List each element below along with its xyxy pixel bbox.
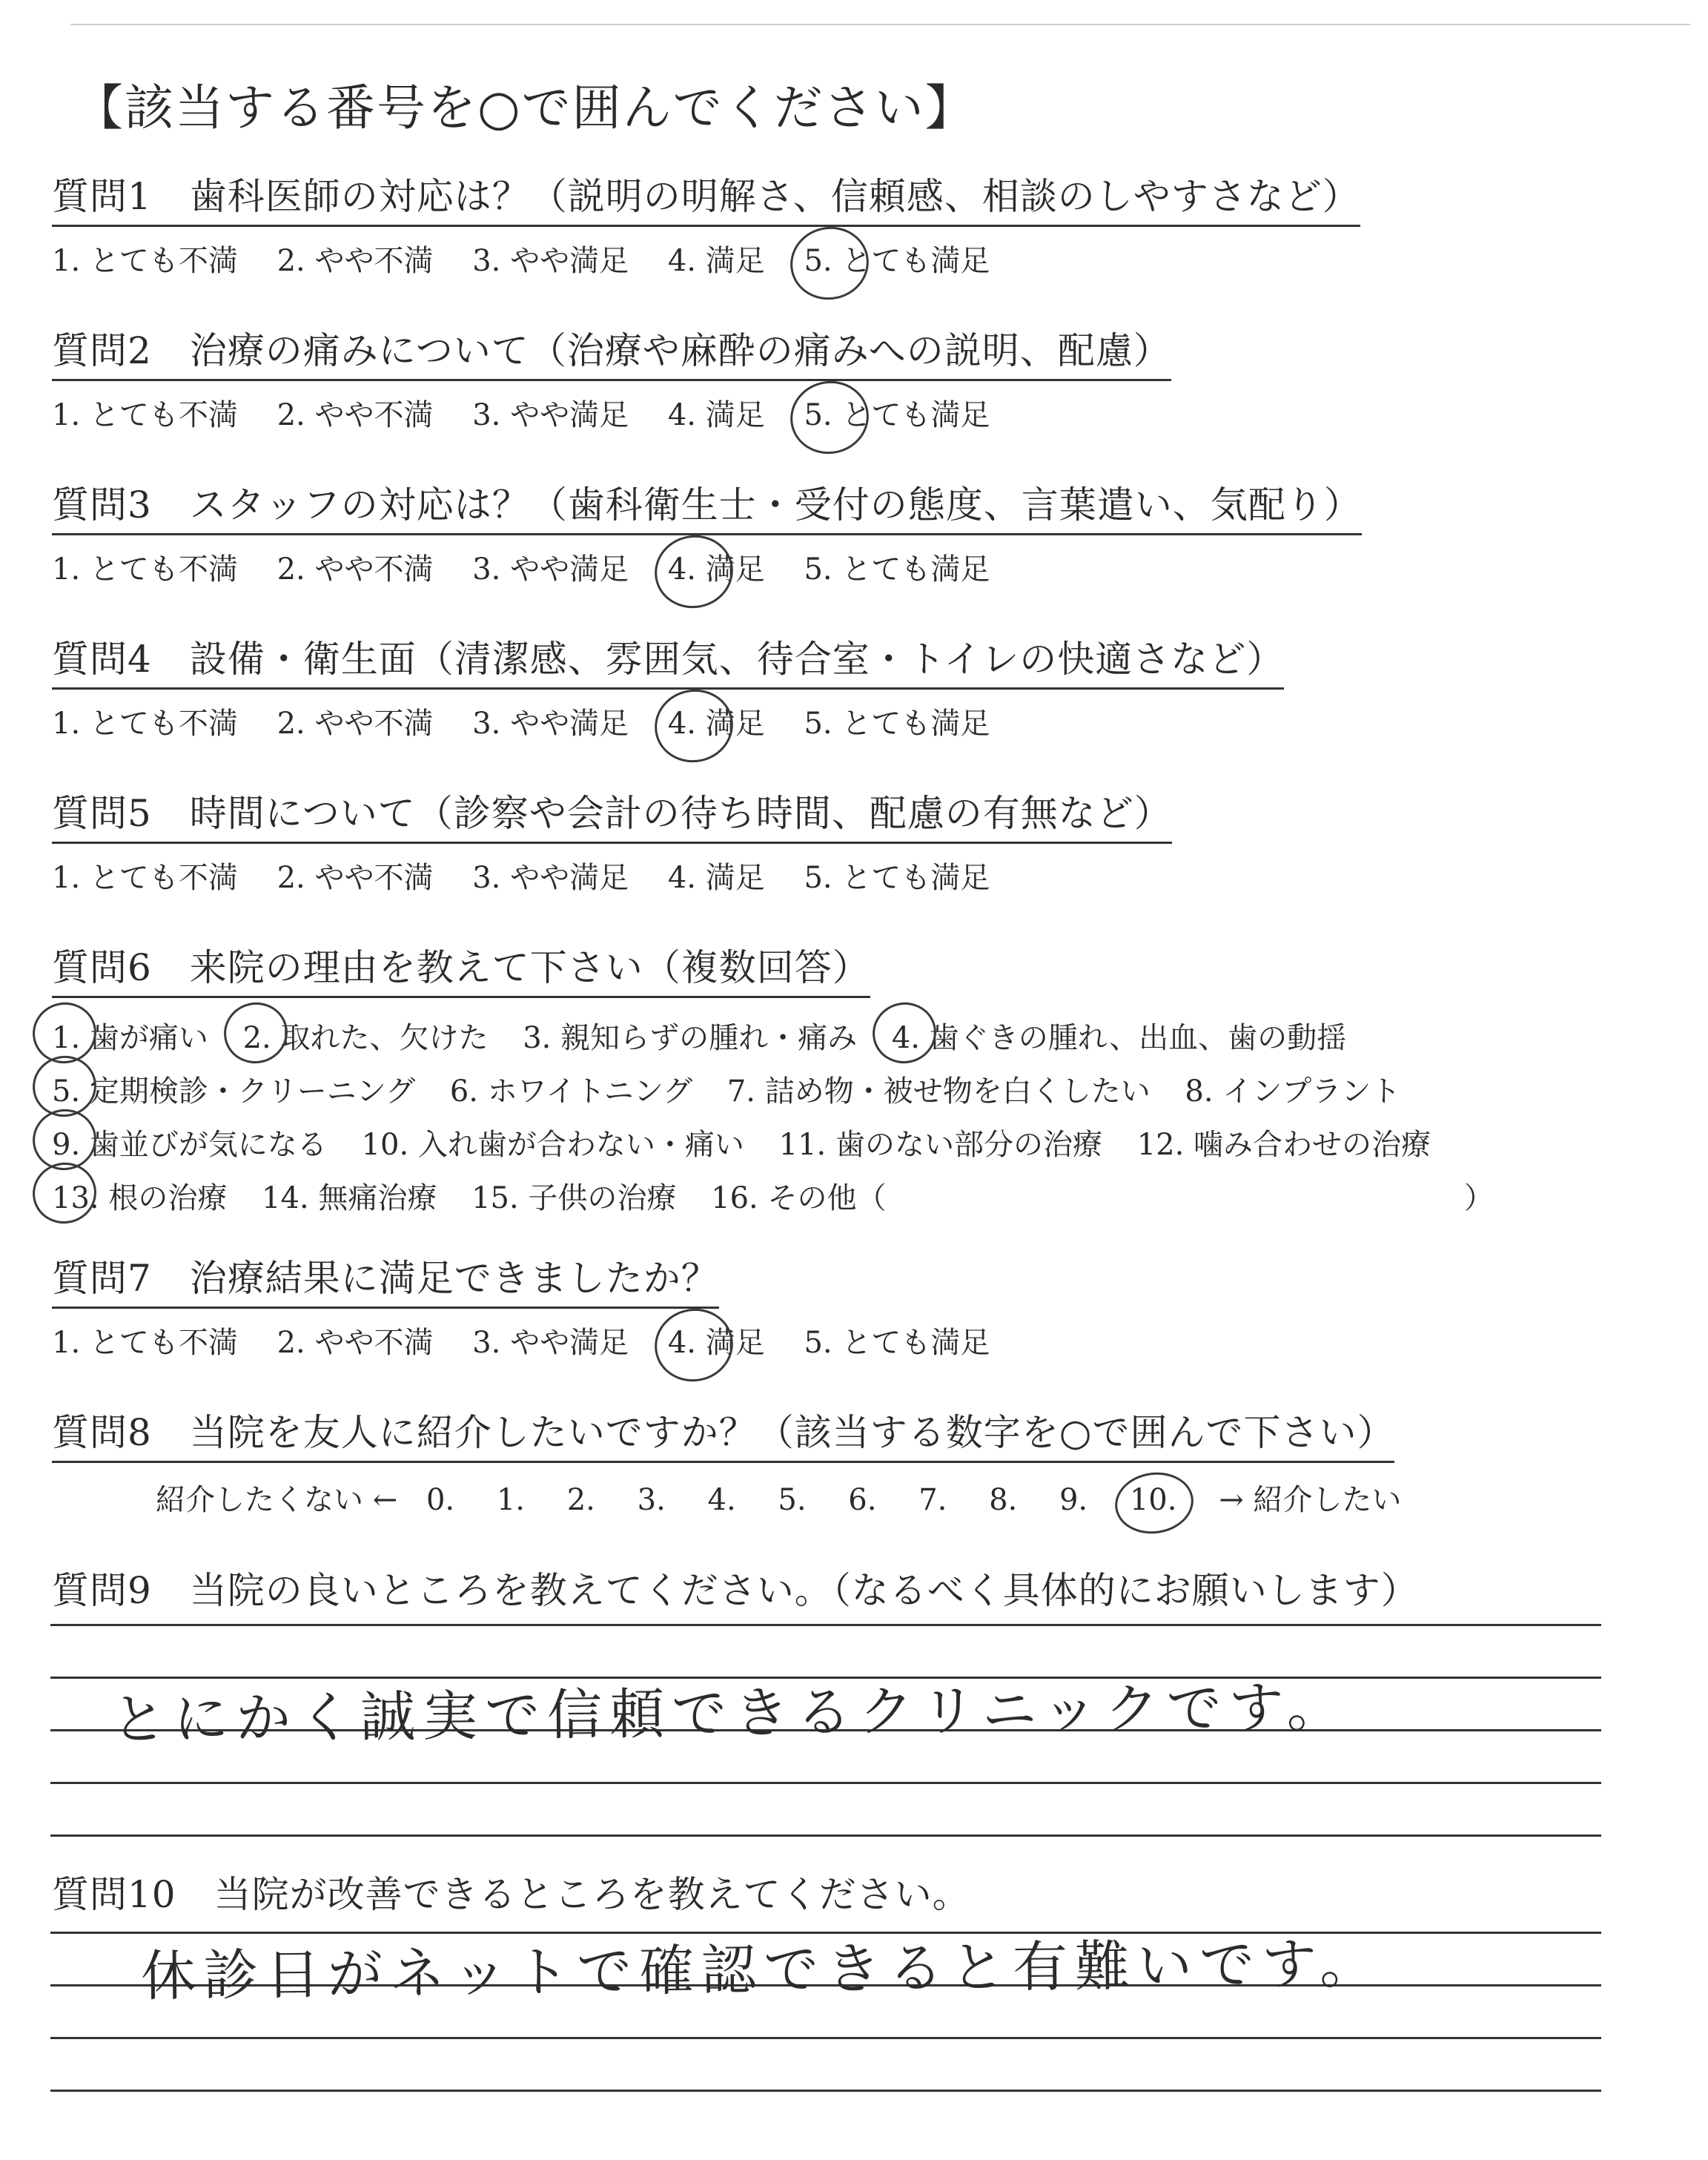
q5-option-3[interactable]: 3. やや満足 bbox=[472, 861, 629, 895]
question-10-title: 質問10 当院が改善できるところを教えてください。 bbox=[52, 1873, 970, 1916]
q8-scale-1[interactable]: 1. bbox=[496, 1483, 526, 1517]
q1-option-4[interactable]: 4. 満足 bbox=[667, 244, 765, 278]
q1-option-3[interactable]: 3. やや満足 bbox=[472, 244, 629, 278]
q8-scale-4[interactable]: 4. bbox=[707, 1483, 736, 1517]
q7-option-3[interactable]: 3. やや満足 bbox=[472, 1326, 629, 1360]
q6-row-3 bbox=[52, 1118, 1494, 1172]
top-border-line bbox=[70, 24, 1690, 25]
q6-row-4 bbox=[52, 1172, 1494, 1225]
q6-option-6[interactable]: 6. ホワイトニング bbox=[449, 1074, 693, 1109]
q6-option-3[interactable]: 3. 親知らずの腫れ・痛み bbox=[523, 1021, 858, 1055]
q6-option-10[interactable]: 10. 入れ歯が合わない・痛い bbox=[361, 1128, 744, 1162]
q8-scale-10[interactable]: 10. bbox=[1129, 1483, 1177, 1517]
question-5-options bbox=[52, 854, 1172, 896]
q6-option-12[interactable]: 12. 噛み合わせの治療 bbox=[1136, 1128, 1431, 1162]
q6-option-9[interactable]: 9. 歯並びが気になる bbox=[52, 1118, 327, 1172]
question-7-title: 質問7 治療結果に満足できましたか？ bbox=[52, 1249, 719, 1309]
q2-option-1[interactable]: 1. とても不満 bbox=[52, 398, 238, 432]
q1-option-1[interactable]: 1. とても不満 bbox=[52, 244, 238, 278]
q4-option-2[interactable]: 2. やや不満 bbox=[277, 707, 434, 741]
question-6 bbox=[52, 938, 1494, 1225]
q8-high-label: → 紹介したい bbox=[1219, 1483, 1402, 1517]
q4-option-3[interactable]: 3. やや満足 bbox=[472, 707, 629, 741]
q6-option-14[interactable]: 14. 無痛治療 bbox=[262, 1181, 437, 1215]
question-6-title: 質問6 来院の理由を教えて下さい（複数回答） bbox=[52, 938, 870, 998]
q9-handwritten-answer: とにかく誠実で信頼できるクリニックです。 bbox=[110, 1675, 1350, 1752]
question-4-title: 質問4 設備・衛生面（清潔感、雰囲気、待合室・トイレの快適さなど） bbox=[52, 630, 1284, 690]
q5-option-2[interactable]: 2. やや不満 bbox=[277, 861, 434, 895]
q7-option-4[interactable]: 4. 満足 bbox=[668, 1319, 765, 1361]
question-8-scale bbox=[156, 1476, 1420, 1519]
q8-scale-3[interactable]: 3. bbox=[637, 1483, 666, 1517]
q3-option-1[interactable]: 1. とても不満 bbox=[52, 552, 238, 587]
question-2-options bbox=[52, 392, 1171, 434]
question-8 bbox=[52, 1403, 1420, 1519]
q8-scale-6[interactable]: 6. bbox=[848, 1483, 877, 1517]
answer-line bbox=[50, 2037, 1601, 2039]
q8-scale-2[interactable]: 2. bbox=[566, 1483, 595, 1517]
q1-option-5[interactable]: 5. とても満足 bbox=[804, 237, 990, 280]
q8-scale-0[interactable]: 0. bbox=[426, 1483, 455, 1517]
q7-option-2[interactable]: 2. やや不満 bbox=[277, 1326, 434, 1360]
q6-row-1 bbox=[52, 1011, 1494, 1065]
question-4-options bbox=[52, 700, 1284, 742]
q7-option-1[interactable]: 1. とても不満 bbox=[52, 1326, 238, 1360]
question-3-options bbox=[52, 546, 1362, 588]
q6-option-1[interactable]: 1. 歯が痛い bbox=[52, 1011, 208, 1065]
question-7 bbox=[52, 1249, 1019, 1361]
q6-option-15[interactable]: 15. 子供の治療 bbox=[471, 1181, 677, 1215]
q6-option-13[interactable]: 13. 根の治療 bbox=[52, 1172, 227, 1225]
question-1-options bbox=[52, 237, 1360, 280]
q6-option-7[interactable]: 7. 詰め物・被せ物を白くしたい bbox=[726, 1074, 1151, 1109]
q4-option-5[interactable]: 5. とても満足 bbox=[804, 707, 990, 741]
q6-other-close-paren: ） bbox=[1463, 1181, 1494, 1215]
answer-line bbox=[50, 2090, 1601, 2092]
q6-option-8[interactable]: 8. インプラント bbox=[1185, 1074, 1401, 1109]
q3-option-5[interactable]: 5. とても満足 bbox=[804, 552, 990, 587]
q4-option-4[interactable]: 4. 満足 bbox=[668, 700, 765, 742]
question-1 bbox=[52, 167, 1360, 280]
q6-option-2[interactable]: 2. 取れた、欠けた bbox=[243, 1011, 489, 1065]
question-8-title: 質問8 当院を友人に紹介したいですか？（該当する数字を○で囲んで下さい） bbox=[52, 1403, 1394, 1463]
question-3 bbox=[52, 475, 1362, 588]
q6-row-2 bbox=[52, 1065, 1494, 1118]
q2-option-5[interactable]: 5. とても満足 bbox=[804, 392, 990, 434]
question-2 bbox=[52, 321, 1171, 434]
q2-option-2[interactable]: 2. やや不満 bbox=[277, 398, 434, 432]
q5-option-5[interactable]: 5. とても満足 bbox=[804, 861, 990, 895]
q1-option-2[interactable]: 2. やや不満 bbox=[277, 244, 434, 278]
q3-option-2[interactable]: 2. やや不満 bbox=[277, 552, 434, 587]
q8-scale-8[interactable]: 8. bbox=[989, 1483, 1018, 1517]
q8-low-label: 紹介したくない ← bbox=[156, 1483, 398, 1517]
question-3-title: 質問3 スタッフの対応は？（歯科衛生士・受付の態度、言葉遣い、気配り） bbox=[52, 475, 1362, 535]
q8-scale-7[interactable]: 7. bbox=[918, 1483, 947, 1517]
q4-option-1[interactable]: 1. とても不満 bbox=[52, 707, 238, 741]
question-9-title: 質問9 当院の良いところを教えてください。（なるべく具体的にお願いします） bbox=[52, 1569, 1419, 1612]
question-2-title: 質問2 治療の痛みについて（治療や麻酔の痛みへの説明、配慮） bbox=[52, 321, 1171, 381]
question-4 bbox=[52, 630, 1284, 742]
q7-option-5[interactable]: 5. とても満足 bbox=[804, 1326, 990, 1360]
q2-option-3[interactable]: 3. やや満足 bbox=[472, 398, 629, 432]
q6-option-4[interactable]: 4. 歯ぐきの腫れ、出血、歯の動揺 bbox=[892, 1011, 1346, 1065]
q5-option-1[interactable]: 1. とても不満 bbox=[52, 861, 238, 895]
question-5 bbox=[52, 784, 1172, 896]
q6-option-11[interactable]: 11. 歯のない部分の治療 bbox=[778, 1128, 1102, 1162]
q3-option-3[interactable]: 3. やや満足 bbox=[472, 552, 629, 587]
answer-line bbox=[50, 1834, 1601, 1837]
q8-scale-9[interactable]: 9. bbox=[1059, 1483, 1088, 1517]
q10-handwritten-answer: 休診日がネットで確認できると有難いです。 bbox=[140, 1932, 1383, 2009]
question-1-title: 質問1 歯科医師の対応は？（説明の明解さ、信頼感、相談のしやすさなど） bbox=[52, 167, 1360, 227]
question-9 bbox=[52, 1561, 1419, 1614]
q5-option-4[interactable]: 4. 満足 bbox=[667, 861, 765, 895]
page-header: 【該当する番号を○で囲んでください】 bbox=[74, 79, 976, 136]
question-6-options bbox=[52, 1011, 1494, 1225]
q3-option-4[interactable]: 4. 満足 bbox=[668, 546, 765, 588]
answer-line bbox=[50, 1782, 1601, 1784]
q8-scale-5[interactable]: 5. bbox=[778, 1483, 807, 1517]
q6-option-16[interactable]: 16. その他（ bbox=[711, 1181, 887, 1215]
q6-option-5[interactable]: 5. 定期検診・クリーニング bbox=[52, 1065, 415, 1118]
question-10 bbox=[52, 1865, 970, 1918]
answer-line bbox=[50, 1624, 1601, 1626]
q2-option-4[interactable]: 4. 満足 bbox=[667, 398, 765, 432]
question-5-title: 質問5 時間について（診察や会計の待ち時間、配慮の有無など） bbox=[52, 784, 1172, 844]
question-7-options bbox=[52, 1319, 1019, 1361]
